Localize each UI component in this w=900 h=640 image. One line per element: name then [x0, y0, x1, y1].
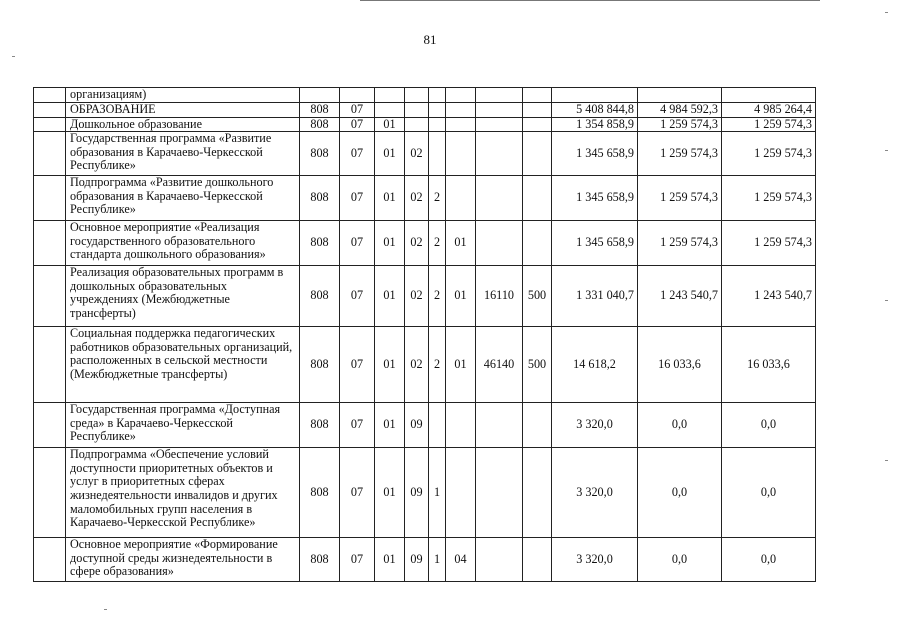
code-activity — [446, 132, 476, 176]
code-program: 09 — [405, 448, 429, 538]
budget-table — [33, 87, 816, 582]
amount-year-1: 1 345 658,9 — [552, 132, 638, 176]
amount-year-1: 3 320,0 — [552, 448, 638, 538]
blank-cell — [34, 448, 66, 538]
amount-year-2: 1 243 540,7 — [638, 266, 722, 327]
code-expense-type — [523, 117, 552, 132]
amount-year-3: 16 033,6 — [722, 327, 816, 403]
code-ministry: 808 — [300, 221, 340, 266]
amount-year-3: 0,0 — [722, 538, 816, 582]
blank-cell — [34, 538, 66, 582]
amount-year-3: 1 259 574,3 — [722, 117, 816, 132]
code-subsection: 01 — [375, 132, 405, 176]
code-direction — [476, 403, 523, 448]
amount-year-2: 1 259 574,3 — [638, 117, 722, 132]
code-subsection: 01 — [375, 538, 405, 582]
code-subprogram — [429, 117, 446, 132]
amount-year-2: 0,0 — [638, 448, 722, 538]
code-subsection: 01 — [375, 266, 405, 327]
table-row — [34, 117, 816, 132]
table-row — [34, 102, 816, 117]
amount-year-3 — [722, 88, 816, 103]
amount-year-2: 1 259 574,3 — [638, 132, 722, 176]
row-name: Основное мероприятие «Реализация государственного образовательного стандарта дошкольного образования» — [66, 221, 300, 266]
code-subprogram: 1 — [429, 448, 446, 538]
code-ministry: 808 — [300, 102, 340, 117]
row-name: Социальная поддержка педагогических работников образовательных организаций, расположенных в сельской местности (Межбюджетные трансферты) — [66, 327, 300, 403]
row-name: Основное мероприятие «Формирование доступной среды жизнедеятельности в сфере образования» — [66, 538, 300, 582]
row-name: Реализация образовательных программ в дошкольных образовательных учреждениях (Межбюджетные трансферты) — [66, 266, 300, 327]
code-expense-type — [523, 176, 552, 221]
table-row — [34, 327, 816, 403]
code-direction — [476, 102, 523, 117]
code-program — [405, 117, 429, 132]
code-expense-type — [523, 403, 552, 448]
row-name: организациям) — [66, 88, 300, 103]
code-direction — [476, 88, 523, 103]
code-subsection: 01 — [375, 117, 405, 132]
code-subsection: 01 — [375, 448, 405, 538]
code-subprogram: 1 — [429, 538, 446, 582]
code-ministry: 808 — [300, 266, 340, 327]
code-program: 09 — [405, 538, 429, 582]
code-section: 07 — [340, 102, 375, 117]
code-section: 07 — [340, 538, 375, 582]
blank-cell — [34, 266, 66, 327]
blank-cell — [34, 132, 66, 176]
code-section: 07 — [340, 327, 375, 403]
code-subsection — [375, 88, 405, 103]
code-subprogram: 2 — [429, 327, 446, 403]
amount-year-1: 3 320,0 — [552, 538, 638, 582]
code-section: 07 — [340, 132, 375, 176]
scan-speck — [104, 609, 107, 610]
page-number: 81 — [423, 32, 437, 47]
table-row — [34, 221, 816, 266]
blank-cell — [34, 403, 66, 448]
code-ministry: 808 — [300, 538, 340, 582]
code-section: 07 — [340, 403, 375, 448]
amount-year-3: 1 259 574,3 — [722, 176, 816, 221]
amount-year-2 — [638, 88, 722, 103]
row-name: ОБРАЗОВАНИЕ — [66, 102, 300, 117]
blank-cell — [34, 176, 66, 221]
code-expense-type — [523, 132, 552, 176]
amount-year-2: 0,0 — [638, 403, 722, 448]
blank-cell — [34, 327, 66, 403]
code-activity: 01 — [446, 327, 476, 403]
code-subsection: 01 — [375, 176, 405, 221]
code-ministry: 808 — [300, 176, 340, 221]
amount-year-2: 1 259 574,3 — [638, 176, 722, 221]
code-expense-type — [523, 88, 552, 103]
code-ministry: 808 — [300, 132, 340, 176]
amount-year-1 — [552, 88, 638, 103]
amount-year-2: 1 259 574,3 — [638, 221, 722, 266]
code-subsection: 01 — [375, 403, 405, 448]
code-subprogram — [429, 88, 446, 103]
code-section: 07 — [340, 448, 375, 538]
row-name: Дошкольное образование — [66, 117, 300, 132]
blank-cell — [34, 102, 66, 117]
code-program: 02 — [405, 132, 429, 176]
code-subsection: 01 — [375, 221, 405, 266]
code-subsection: 01 — [375, 327, 405, 403]
amount-year-3: 1 259 574,3 — [722, 221, 816, 266]
code-program: 02 — [405, 327, 429, 403]
amount-year-1: 14 618,2 — [552, 327, 638, 403]
code-section: 07 — [340, 266, 375, 327]
code-direction: 16110 — [476, 266, 523, 327]
code-activity: 01 — [446, 266, 476, 327]
code-activity: 04 — [446, 538, 476, 582]
code-expense-type — [523, 448, 552, 538]
code-expense-type: 500 — [523, 266, 552, 327]
code-program: 02 — [405, 221, 429, 266]
code-section: 07 — [340, 221, 375, 266]
blank-cell — [34, 88, 66, 103]
amount-year-1: 1 345 658,9 — [552, 221, 638, 266]
code-program: 02 — [405, 176, 429, 221]
scan-speck — [885, 300, 888, 301]
amount-year-1: 5 408 844,8 — [552, 102, 638, 117]
table-row — [34, 88, 816, 103]
code-subprogram: 2 — [429, 221, 446, 266]
blank-cell — [34, 117, 66, 132]
code-subprogram: 2 — [429, 176, 446, 221]
row-name: Подпрограмма «Обеспечение условий доступности приоритетных объектов и услуг в приоритетных сферах жизнедеятельности инвалидов и других маломобильных групп населения в Карачаево-Черкесской Республике» — [66, 448, 300, 538]
code-subsection — [375, 102, 405, 117]
code-section: 07 — [340, 117, 375, 132]
scan-speck — [885, 150, 888, 151]
table-row — [34, 538, 816, 582]
amount-year-1: 1 354 858,9 — [552, 117, 638, 132]
code-program — [405, 88, 429, 103]
code-direction — [476, 448, 523, 538]
code-ministry — [300, 88, 340, 103]
code-section — [340, 88, 375, 103]
code-subprogram — [429, 132, 446, 176]
scan-edge-line — [360, 0, 820, 1]
table-row — [34, 176, 816, 221]
code-expense-type: 500 — [523, 327, 552, 403]
table-row — [34, 448, 816, 538]
amount-year-1: 1 331 040,7 — [552, 266, 638, 327]
code-activity — [446, 88, 476, 103]
amount-year-3: 4 985 264,4 — [722, 102, 816, 117]
code-ministry: 808 — [300, 448, 340, 538]
amount-year-3: 0,0 — [722, 448, 816, 538]
code-ministry: 808 — [300, 403, 340, 448]
code-subprogram: 2 — [429, 266, 446, 327]
amount-year-2: 4 984 592,3 — [638, 102, 722, 117]
amount-year-2: 0,0 — [638, 538, 722, 582]
code-ministry: 808 — [300, 117, 340, 132]
code-activity: 01 — [446, 221, 476, 266]
blank-cell — [34, 221, 66, 266]
code-direction — [476, 176, 523, 221]
code-direction — [476, 221, 523, 266]
row-name: Государственная программа «Развитие образования в Карачаево-Черкесской Республике» — [66, 132, 300, 176]
row-name: Государственная программа «Доступная среда» в Карачаево-Черкесской Республике» — [66, 403, 300, 448]
scan-speck — [885, 460, 888, 461]
code-program — [405, 102, 429, 117]
amount-year-3: 1 259 574,3 — [722, 132, 816, 176]
code-ministry: 808 — [300, 327, 340, 403]
code-expense-type — [523, 221, 552, 266]
amount-year-1: 1 345 658,9 — [552, 176, 638, 221]
code-direction — [476, 117, 523, 132]
code-direction — [476, 132, 523, 176]
amount-year-3: 1 243 540,7 — [722, 266, 816, 327]
table-row — [34, 132, 816, 176]
code-direction: 46140 — [476, 327, 523, 403]
code-activity — [446, 403, 476, 448]
scan-speck — [885, 12, 888, 13]
amount-year-1: 3 320,0 — [552, 403, 638, 448]
code-subprogram — [429, 102, 446, 117]
row-name: Подпрограмма «Развитие дошкольного образования в Карачаево-Черкесской Республике» — [66, 176, 300, 221]
code-activity — [446, 117, 476, 132]
table-row — [34, 403, 816, 448]
code-expense-type — [523, 102, 552, 117]
code-direction — [476, 538, 523, 582]
code-activity — [446, 448, 476, 538]
amount-year-2: 16 033,6 — [638, 327, 722, 403]
code-section: 07 — [340, 176, 375, 221]
table-row — [34, 266, 816, 327]
code-activity — [446, 102, 476, 117]
code-subprogram — [429, 403, 446, 448]
scan-speck — [12, 56, 15, 57]
amount-year-3: 0,0 — [722, 403, 816, 448]
code-program: 09 — [405, 403, 429, 448]
code-activity — [446, 176, 476, 221]
code-program: 02 — [405, 266, 429, 327]
code-expense-type — [523, 538, 552, 582]
